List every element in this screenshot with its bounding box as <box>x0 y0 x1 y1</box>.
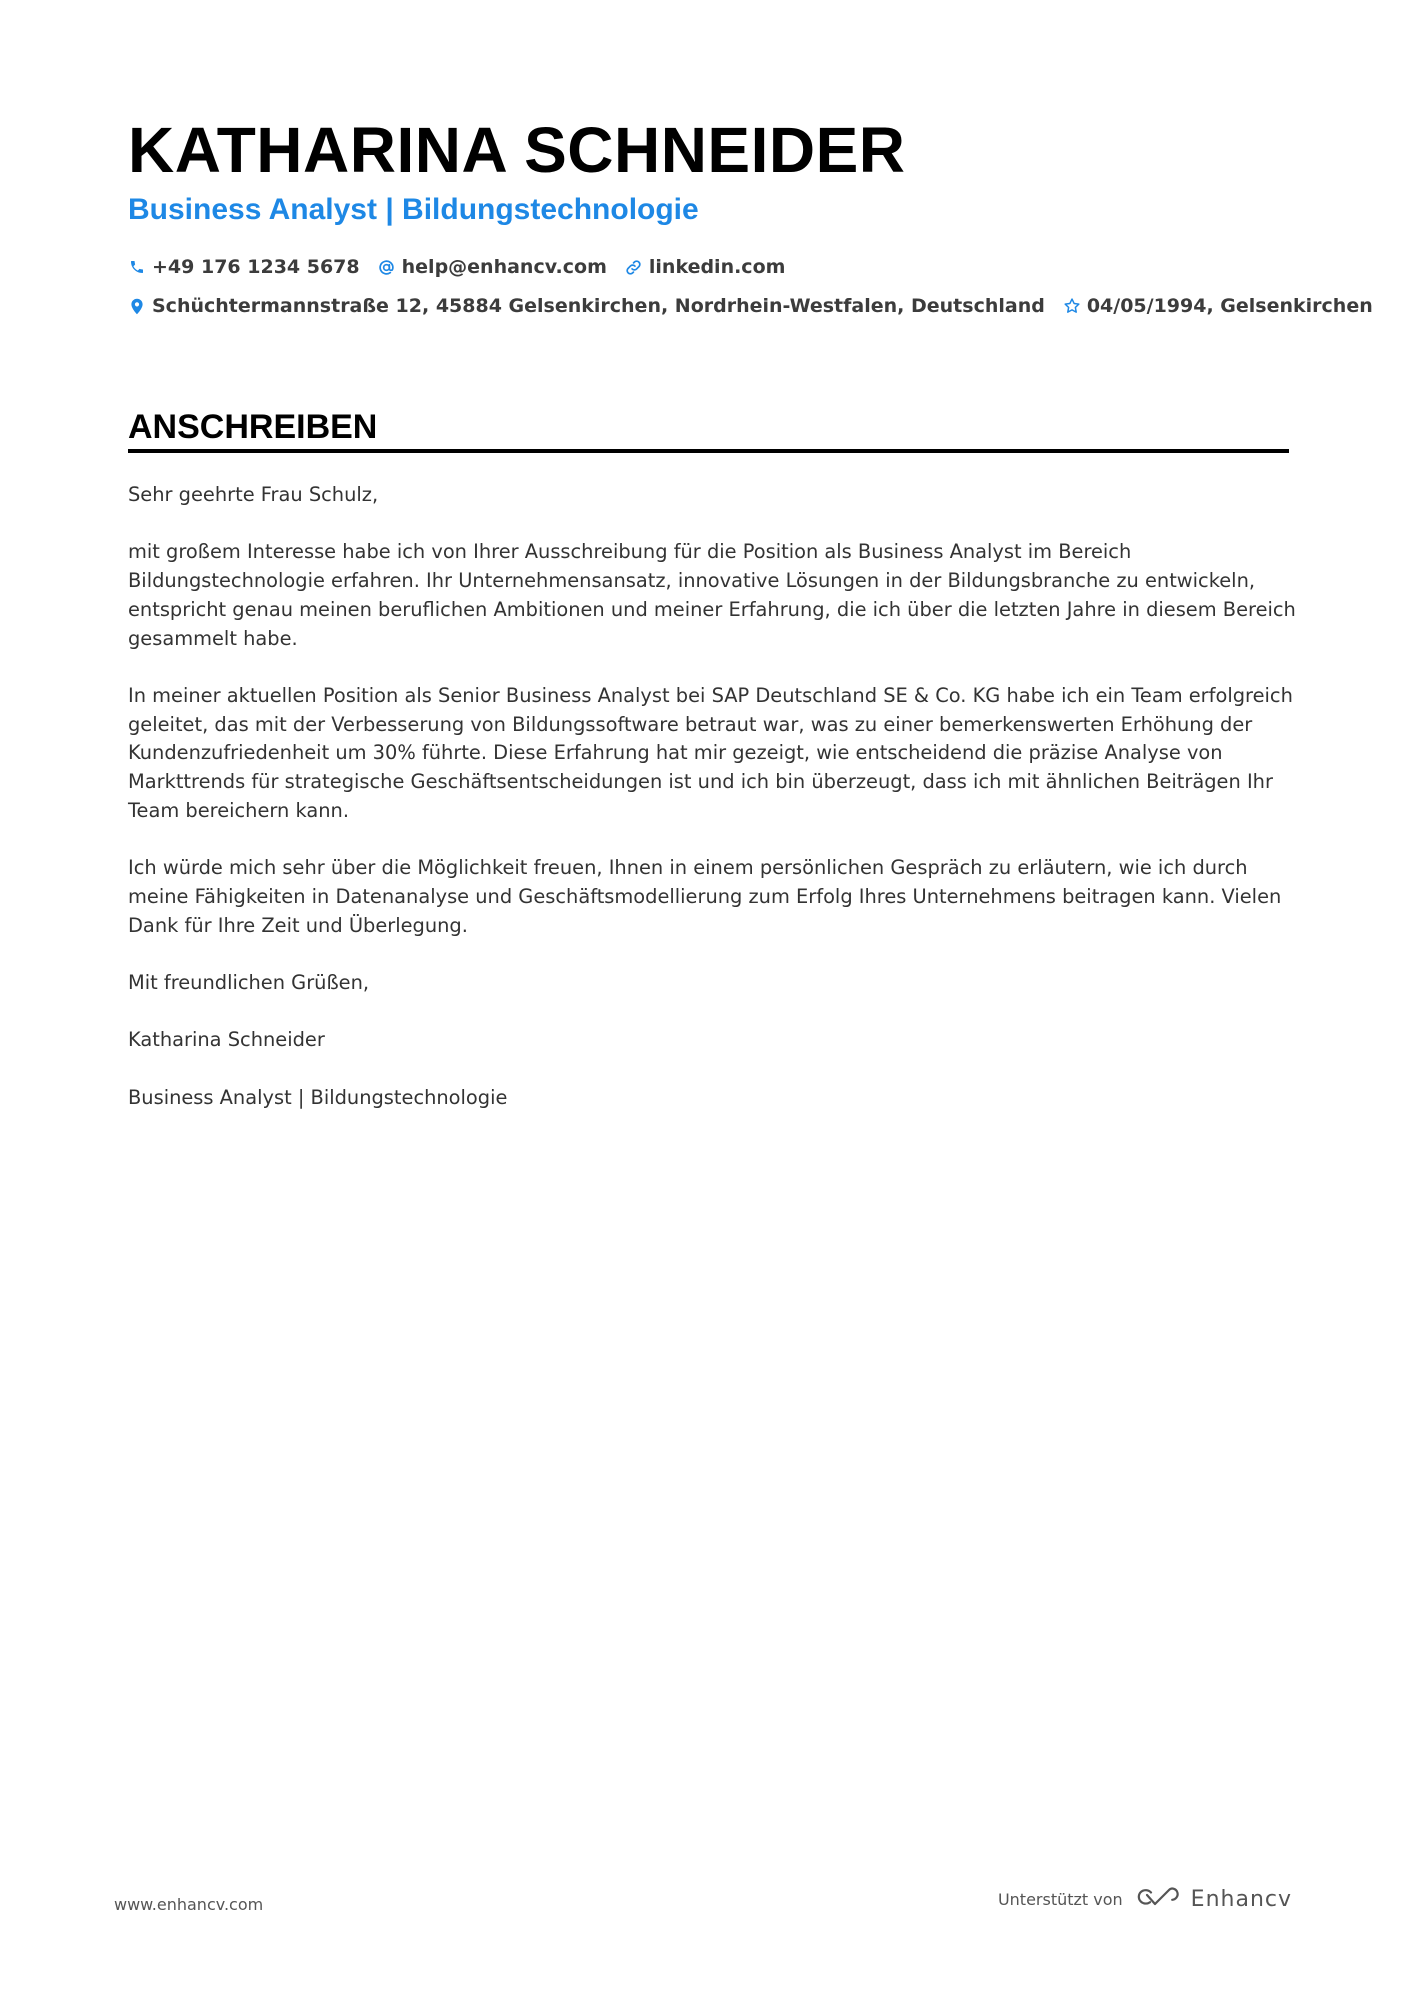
contact-phone <box>128 253 360 281</box>
section-title-cover-letter: ANSCHREIBEN <box>128 408 378 446</box>
contact-linkedin[interactable] <box>625 253 786 281</box>
letter-closing: Mit freundlichen Grüßen, <box>128 970 370 994</box>
letter-paragraph: mit großem Interesse habe ich von Ihrer Ausschreibung für die Position als Business Analyst im Bereich Bildungstechnologie erfahren. Ihr Unternehmensansatz, innovative Lösungen in der Bildungsbranche zu entwickeln, entspricht genau meinen beruflichen Ambitionen und meiner Erfahrung, die ich über die letzten Jahre in diesem Bereich gesammelt habe. <box>128 540 1296 650</box>
at-icon <box>378 258 396 276</box>
section-divider <box>128 449 1289 453</box>
contact-address <box>128 292 1045 320</box>
letter-paragraph: Ich würde mich sehr über die Möglichkeit freuen, Ihnen in einem persönlichen Gespräch zu erläutern, wie ich durch meine Fähigkeiten in Datenanalyse und Geschäftsmodellierung zum Erfolg Ihres Unternehmens beitragen kann. Vielen Dank für Ihre Zeit und Überlegung. <box>128 856 1282 937</box>
letter-salutation: Sehr geehrte Frau Schulz, <box>128 483 379 506</box>
letter-body <box>128 481 1298 1141</box>
candidate-name: KATHARINA SCHNEIDER <box>128 114 906 186</box>
enhancv-logo-icon <box>1135 1886 1181 1912</box>
contact-birth <box>1063 292 1373 320</box>
location-pin-icon <box>128 297 146 315</box>
brand-name: Enhancv <box>1190 1886 1292 1912</box>
footer-website-link[interactable]: www.enhancv.com <box>114 1895 264 1914</box>
contact-email-text[interactable]: help@enhancv.com <box>401 256 607 278</box>
letter-signature-name: Katharina Schneider <box>128 1028 325 1052</box>
contact-email[interactable] <box>378 253 607 281</box>
letter-paragraph: In meiner aktuellen Position als Senior Business Analyst bei SAP Deutschland SE & Co. KG habe ich ein Team erfolgreich geleitet, das mit der Verbesserung von Bildungssoftware betraut war, was zu einer bemerkenswerten Erhöhung der Kundenzufriedenheit um 30% führte. Diese Erfahrung hat mir gezeigt, wie entscheidend die präzise Analyse von Markttrends für strategische Geschäftsentscheidungen ist und ich bin überzeugt, dass ich mit ähnlichen Beiträgen Ihr Team bereichern kann. <box>128 683 1293 822</box>
contact-linkedin-text[interactable]: linkedin.com <box>648 256 786 278</box>
contact-address-text: Schüchtermannstraße 12, 45884 Gelsenkirchen, Nordrhein-Westfalen, Deutschland <box>152 295 1045 317</box>
contact-row-secondary <box>128 292 1391 320</box>
star-icon <box>1063 297 1081 315</box>
contact-phone-text: +49 176 1234 5678 <box>152 256 360 278</box>
contact-row-primary <box>128 253 803 281</box>
phone-icon <box>128 258 146 276</box>
letter-signature-title: Business Analyst | Bildungstechnologie <box>128 1085 508 1109</box>
link-icon <box>625 258 643 276</box>
footer-powered-by[interactable] <box>998 1886 1292 1912</box>
powered-by-label: Unterstützt von <box>997 1889 1123 1909</box>
candidate-title: Business Analyst | Bildungstechnologie <box>128 193 699 226</box>
contact-birth-text: 04/05/1994, Gelsenkirchen <box>1086 295 1373 317</box>
